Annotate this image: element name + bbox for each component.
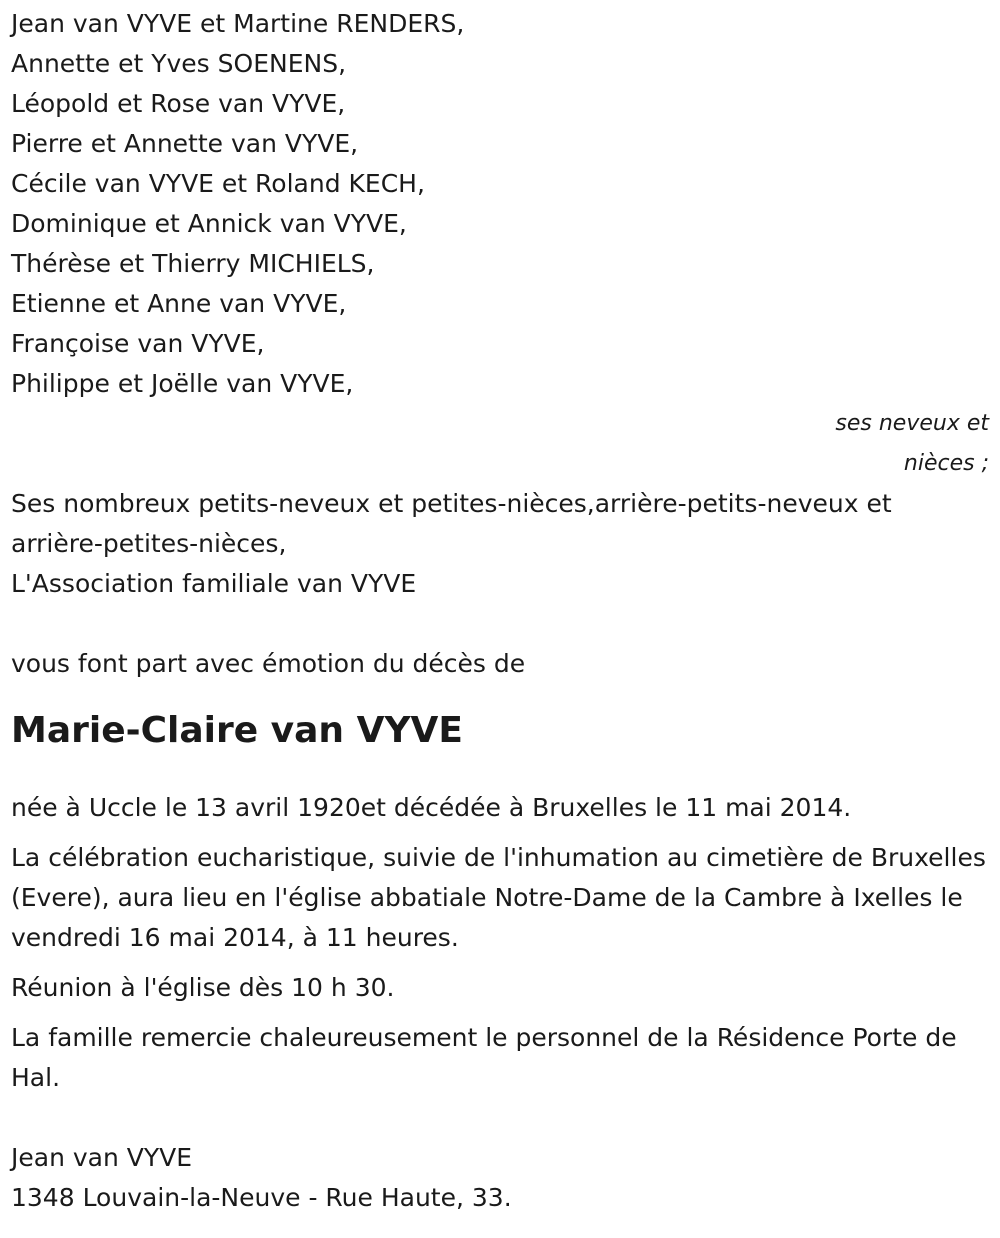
thanks-note: La famille remercie chaleureusement le personnel de la Résidence Porte de Hal. (11, 1023, 957, 1092)
deceased-name: Marie-Claire van VYVE (11, 710, 463, 751)
contact-name: Jean van VYVE (11, 1143, 193, 1172)
family-member: Pierre et Annette van VYVE, (11, 129, 359, 158)
birth-death-dates: née à Uccle le 13 avril 1920et décédée à Bruxelles le 11 mai 2014. (11, 793, 852, 822)
announcement-text: vous font part avec émotion du décès de (11, 649, 526, 678)
family-member: Cécile van VYVE et Roland KECH, (11, 169, 425, 198)
family-member: Dominique et Annick van VYVE, (11, 209, 407, 238)
death-notice (11, 4, 989, 1218)
spacer (11, 1108, 989, 1138)
extended-family: Ses nombreux petits-neveux et petites-nièces,arrière-petits-neveux et arrière-petites-nièces, (11, 489, 892, 558)
family-member: Françoise van VYVE, (11, 329, 265, 358)
family-member: Léopold et Rose van VYVE, (11, 89, 346, 118)
meeting-details: Réunion à l'église dès 10 h 30. (11, 973, 395, 1002)
family-association: L'Association familiale van VYVE (11, 569, 417, 598)
relation-label-line1: ses neveux et (835, 411, 989, 436)
family-member: Etienne et Anne van VYVE, (11, 289, 347, 318)
family-member: Annette et Yves SOENENS, (11, 49, 347, 78)
ceremony-details: La célébration eucharistique, suivie de l'inhumation au cimetière de Bruxelles (Evere), aura lieu en l'église abbatiale Notre-Dame de la Cambre à Ixelles le vendredi 16 mai 2014, à 11 heures. (11, 843, 986, 952)
contact-address: 1348 Louvain-la-Neuve - Rue Haute, 33. (11, 1183, 512, 1212)
family-member: Jean van VYVE et Martine RENDERS, (11, 9, 465, 38)
relation-label-line2: nièces ; (903, 451, 989, 476)
family-list (11, 4, 989, 404)
family-member: Thérèse et Thierry MICHIELS, (11, 249, 375, 278)
spacer (11, 604, 989, 644)
family-member: Philippe et Joëlle van VYVE, (11, 369, 354, 398)
